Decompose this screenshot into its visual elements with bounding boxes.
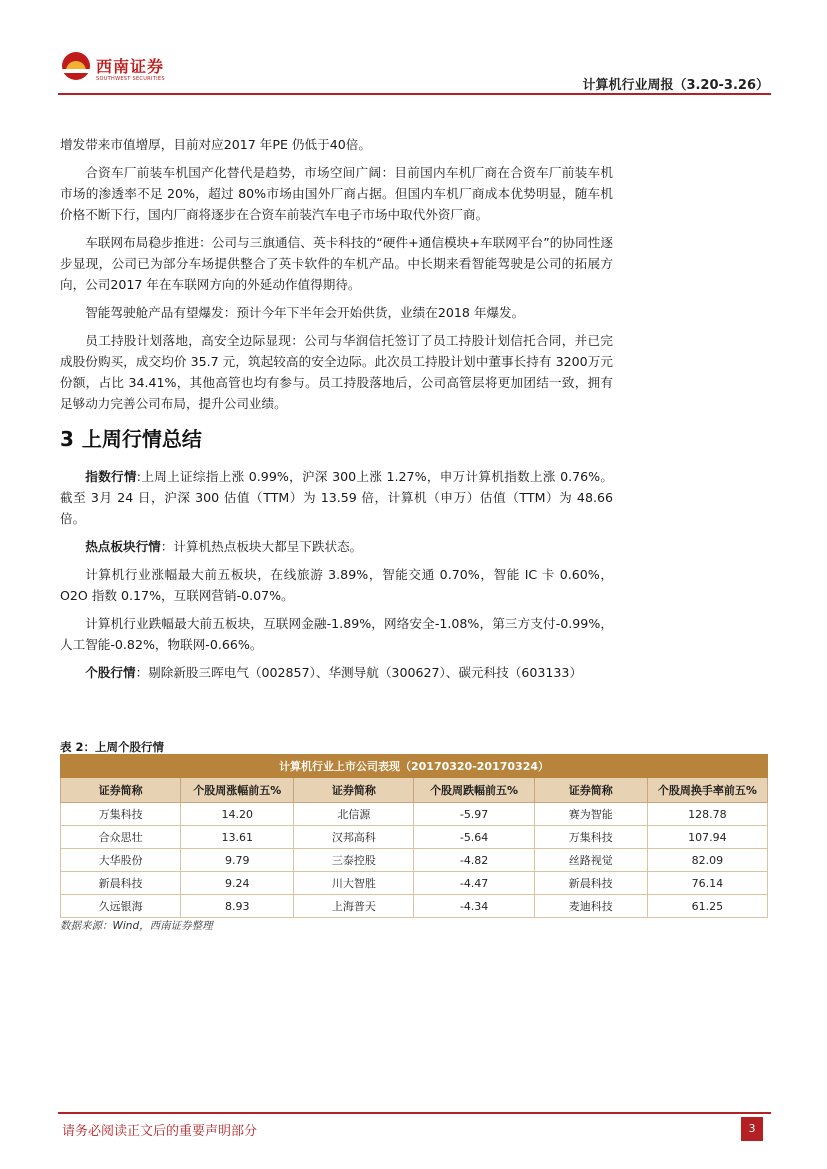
logo-chinese-name: 西南证券 [96, 57, 165, 76]
table-cell: 61.25 [647, 895, 767, 918]
main-content [60, 134, 613, 690]
table-cell: 14.20 [181, 803, 294, 826]
table-row [61, 895, 768, 918]
table-cell: 128.78 [647, 803, 767, 826]
logo-english-name: SOUTHWEST SECURITIES [96, 76, 165, 82]
paragraph: 车联网布局稳步推进：公司与三旗通信、英卡科技的“硬件+通信模块+车联网平台”的协同性逐步显现，公司已为部分车场提供整合了英卡软件的车机产品。中长期来看智能驾驶是公司的拓展方向，公司2017 年在车联网方向的外延动作值得期待。 [60, 235, 613, 292]
stock-market-text: ：剔除新股三晖电气（002857）、华测导航（300627）、碳元科技（603133） [135, 665, 583, 680]
table-cell: 新晨科技 [61, 872, 181, 895]
paragraph: 合资车厂前装车机国产化替代是趋势，市场空间广阔：目前国内车机厂商在合资车厂前装车机市场的渗透率不足 20%，超过 80%市场由国外厂商占据。但国内车机厂商成本优势明显，随车机价格不断下行，国内厂商将逐步在合资车前装汽车电子市场中取代外资厂商。 [60, 165, 613, 222]
table-cell: 新晨科技 [534, 872, 647, 895]
table-cell: 赛为智能 [534, 803, 647, 826]
company-logo [62, 52, 172, 88]
paragraph: 智能驾驶舱产品有望爆发：预计今年下半年会开始供货，业绩在2018 年爆发。 [85, 305, 525, 320]
hot-sector-text: ：计算机热点板块大都呈下跌状态。 [160, 539, 363, 554]
table-cell: 汉邦高科 [294, 826, 414, 849]
header-divider [58, 93, 771, 95]
stock-market-paragraph [60, 662, 613, 683]
table-cell: 大华股份 [61, 849, 181, 872]
index-market-label: 指数行情 [85, 469, 137, 484]
disclaimer-note: 请务必阅读正文后的重要声明部分 [62, 1124, 258, 1139]
table-cell: -5.64 [414, 826, 534, 849]
table-cell: 丝路视觉 [534, 849, 647, 872]
table-cell: 三泰控股 [294, 849, 414, 872]
table-row [61, 849, 768, 872]
hot-sector-paragraph [60, 536, 613, 557]
table-source-note: 数据来源：Wind，西南证券整理 [60, 920, 213, 932]
table-cell: 9.24 [181, 872, 294, 895]
table-cell: -4.82 [414, 849, 534, 872]
footer-divider [58, 1112, 771, 1114]
table-cell: -5.97 [414, 803, 534, 826]
column-header: 个股周跌幅前五% [414, 778, 534, 803]
table-row [61, 803, 768, 826]
table-cell: 13.61 [181, 826, 294, 849]
table-title: 计算机行业上市公司表现（20170320-20170324） [61, 755, 768, 778]
table-cell: 76.14 [647, 872, 767, 895]
column-header: 证券简称 [534, 778, 647, 803]
table-cell: 万集科技 [61, 803, 181, 826]
table-header-row [61, 778, 768, 803]
column-header: 证券简称 [294, 778, 414, 803]
column-header: 个股周涨幅前五% [181, 778, 294, 803]
section-title-text: 上周行情总结 [81, 427, 202, 451]
table-cell: 8.93 [181, 895, 294, 918]
table-cell: 合众思壮 [61, 826, 181, 849]
paragraph: 员工持股计划落地，高安全边际显现：公司与华润信托签订了员工持股计划信托合同，并已完成股份购买，成交均价 35.7 元，筑起较高的安全边际。此次员工持股计划中董事长持有 3200万元份额，占比 34.41%，其他高管也均有参与。员工持股落地后，公司高管层将更加团结一致，拥有足够动力完善公司布局，提升公司业绩。 [60, 333, 613, 411]
paragraph: 增发带来市值增厚，目前对应2017 年PE 仍低于40倍。 [60, 137, 371, 152]
column-header: 证券简称 [61, 778, 181, 803]
table-cell: 9.79 [181, 849, 294, 872]
section-number: 3 [60, 427, 74, 451]
stock-market-label: 个股行情 [85, 665, 136, 680]
column-header: 个股周换手率前五% [647, 778, 767, 803]
top-losers-paragraph: 计算机行业跌幅最大前五板块，互联网金融-1.89%，网络安全-1.08%，第三方支付-0.99%，人工智能-0.82%，物联网-0.66%。 [60, 616, 613, 652]
page-header [0, 0, 827, 100]
hot-sector-label: 热点板块行情 [85, 539, 161, 554]
stock-performance-table [60, 754, 768, 918]
table-cell: 久远银海 [61, 895, 181, 918]
index-market-paragraph [60, 466, 613, 529]
page-number: 3 [741, 1117, 763, 1141]
table-row [61, 826, 768, 849]
index-market-text: :上周上证综指上涨 0.99%，沪深 300上涨 1.27%，申万计算机指数上涨 0.76%。截至 3月 24 日，沪深 300 估值（TTM）为 13.59 倍，计算机（申万）估值（TTM）为 48.66倍。 [60, 469, 613, 526]
table-cell: -4.47 [414, 872, 534, 895]
table-cell: -4.34 [414, 895, 534, 918]
table-cell: 107.94 [647, 826, 767, 849]
table-cell: 万集科技 [534, 826, 647, 849]
table-row [61, 872, 768, 895]
logo-emblem-icon [62, 52, 90, 80]
report-title: 计算机行业周报（3.20-3.26） [582, 78, 769, 93]
table-cell: 北信源 [294, 803, 414, 826]
top-gainers-paragraph: 计算机行业涨幅最大前五板块，在线旅游 3.89%，智能交通 0.70%，智能 IC 卡 0.60%，O2O 指数 0.17%，互联网营销-0.07%。 [60, 567, 613, 603]
table-cell: 82.09 [647, 849, 767, 872]
table-cell: 上海普天 [294, 895, 414, 918]
table-cell: 川大智胜 [294, 872, 414, 895]
table-caption: 表 2：上周个股行情 [60, 740, 165, 754]
table-cell: 麦迪科技 [534, 895, 647, 918]
section-heading [60, 424, 613, 454]
